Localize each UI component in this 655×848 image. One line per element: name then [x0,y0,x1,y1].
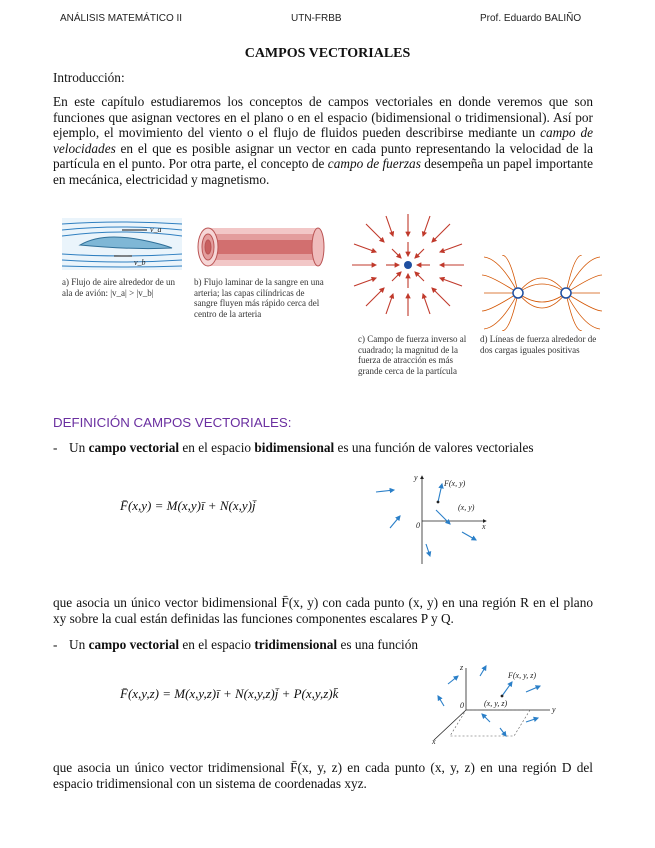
plot-3d-x-label: x [432,737,436,746]
page-title: CAMPOS VECTORIALES [244,46,411,61]
plot-3d-F-label: F(x, y, z) [508,671,536,680]
plot-3d-z-label: z [460,663,464,672]
paragraph-3d: que asocia un único vector tridimensional F̄(x, y, z) en cada punto (x, y, z) en una región D del espacio tridimensional con un sistema de coordenadas xyz. [53,760,593,791]
plot-2d-point-label: (x, y) [458,503,475,512]
figure-a-va: v_a [150,225,162,234]
figure-c-force-field [346,204,471,326]
plot-2d-x-label: x [482,522,486,531]
paragraph-2d: que asocia un único vector bidimensional F̄(x, y) con cada punto (x, y) en una región R en el plano xy sobre la cual están definidas las funciones componentes escalares P y Q. [53,595,593,626]
plot-2d-origin: 0 [416,521,420,530]
figure-a-vb: v_b [134,258,146,267]
plot-2d-F-label: F(x, y) [444,479,466,488]
equation-2d: F̄(x,y) = M(x,y)ī + N(x,y)j̄ [120,498,256,513]
header-course: ANÁLISIS MATEMÁTICO II [60,13,183,24]
plot-3d-vector-field [430,662,560,746]
plot-2d-vector-field [370,470,495,566]
intro-label: Introducción: [53,70,125,85]
bullet-2d: - Un campo vectorial en el espacio bidimensional es una función de valores vectoriales [53,440,534,455]
bullet-3d: - Un campo vectorial en el espacio tridimensional es una función [53,637,418,652]
header-institution: UTN-FRBB [291,13,342,24]
figure-b-caption: b) Flujo laminar de la sangre en una arteria; las capas cilíndricas de sangre fluyen más rápido cerca del centro de la arteria [194,277,324,319]
figure-a-caption: a) Flujo de aire alrededor de un ala de avión: |v_a| > |v_b| [62,277,175,298]
definition-heading: DEFINICIÓN CAMPOS VECTORIALES: [53,415,292,430]
figure-b-artery [196,222,328,272]
header-professor: Prof. Eduardo BALIÑO [480,13,582,24]
plot-3d-point-label: (x, y, z) [484,699,508,708]
plot-3d-y-label: y [552,705,556,714]
intro-paragraph: En este capítulo estudiaremos los conceptos de campos vectoriales en donde veremos que son funciones que asignan vectores en el plano o en el espacio (bidimensional o tridimensional). Así por ejemplo, el movimiento del viento o el flujo de fluidos pueden describirse mediante un campo de velocidades en el que es posible asignar un vector en cada punto representando la velocidad de la partícula en el punto. Por otra parte, el concepto de campo de fuerzas desempeña un papel importante en mecánica, electricidad y magnetismo. [53,94,594,187]
figure-c-caption: c) Campo de fuerza inverso al cuadrado; la magnitud de la fuerza de atracción es más grande cerca de la partícula [358,334,467,376]
figure-a-airflow [62,218,182,270]
figure-d-two-charges [480,255,604,331]
plot-3d-origin: 0 [460,701,464,710]
figure-d-caption: d) Líneas de fuerza alrededor de dos cargas iguales positivas [480,334,597,355]
plot-2d-y-label: y [414,473,418,482]
equation-3d: F̄(x,y,z) = M(x,y,z)ī + N(x,y,z)j̄ + P(x,y,z)k̄ [120,686,339,701]
